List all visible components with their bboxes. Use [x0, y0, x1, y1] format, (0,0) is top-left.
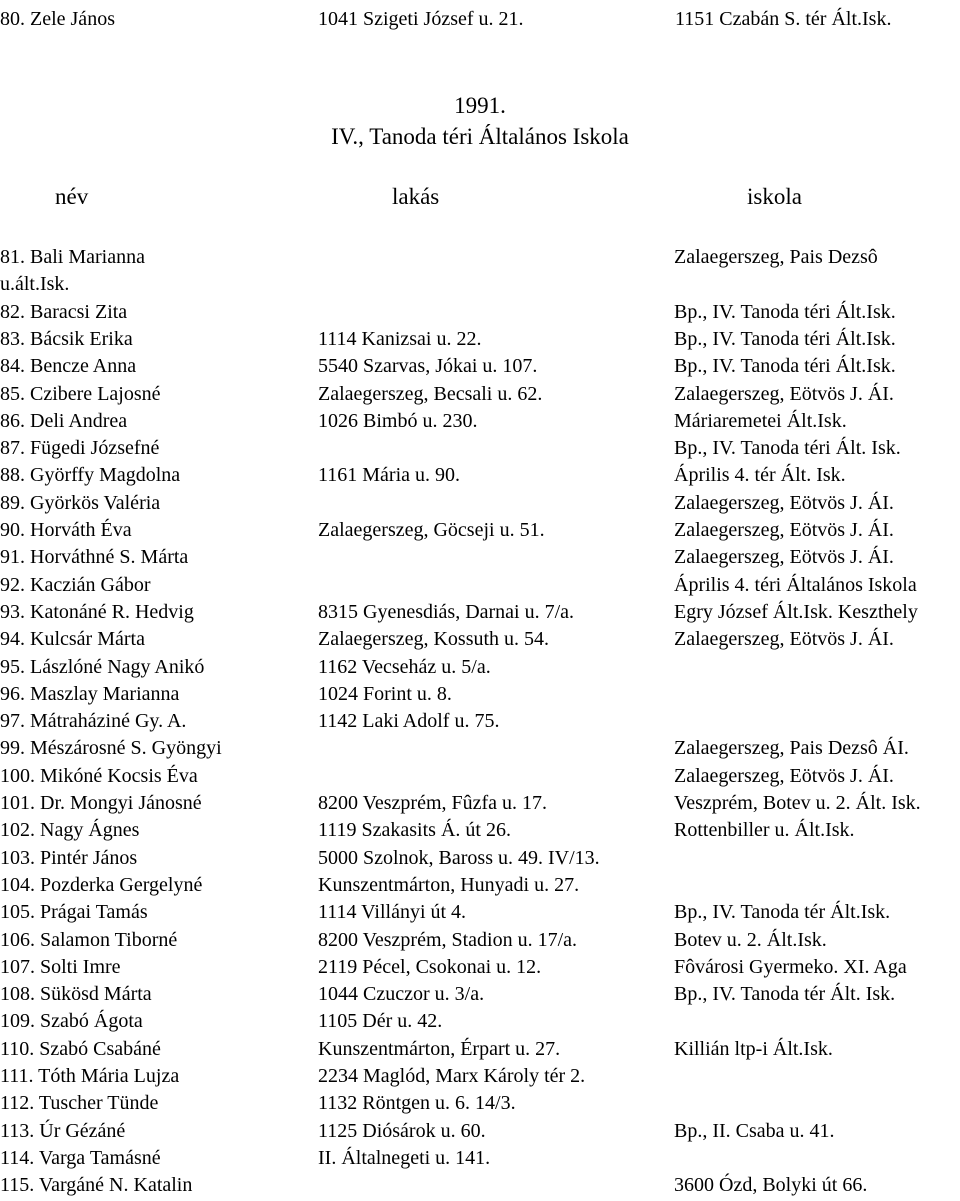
entry-name: 110. Szabó Csabáné: [0, 1038, 161, 1060]
entry-school: Zalaegerszeg, Pais Dezsô: [674, 246, 878, 268]
top-row: [0, 7, 960, 31]
entry-school: Bp., IV. Tanoda téri Ált.Isk.: [674, 301, 896, 323]
entry-school: Zalaegerszeg, Eötvös J. ÁI.: [674, 628, 894, 650]
list-item: [0, 463, 960, 487]
list-item: [0, 764, 960, 788]
entry-name: 91. Horváthné S. Márta: [0, 546, 189, 568]
list-item: [0, 1091, 960, 1115]
entry-name: u.ált.Isk.: [0, 273, 70, 295]
column-headers: [0, 183, 960, 213]
list-item: [0, 272, 960, 296]
entry-address: 1119 Szakasits Á. út 26.: [318, 819, 511, 841]
list-item: [0, 982, 960, 1006]
column-header-name: név: [55, 184, 89, 209]
entry-address: 2119 Pécel, Csokonai u. 12.: [318, 956, 542, 978]
list-item: [0, 1119, 960, 1143]
top-row-address: 1041 Szigeti József u. 21.: [318, 8, 524, 30]
list-item: [0, 928, 960, 952]
entry-school: Botev u. 2. Ált.Isk.: [674, 929, 827, 951]
list-item: [0, 682, 960, 706]
entry-school: Április 4. téri Általános Iskola: [674, 574, 917, 596]
entry-address: 5540 Szarvas, Jókai u. 107.: [318, 355, 538, 377]
list-item: [0, 736, 960, 760]
entry-address: Kunszentmárton, Érpart u. 27.: [318, 1038, 561, 1060]
entry-school: Bp., IV. Tanoda tér Ált.Isk.: [674, 901, 891, 923]
list-item: [0, 354, 960, 378]
entry-name: 113. Úr Gézáné: [0, 1120, 126, 1142]
entry-name: 94. Kulcsár Márta: [0, 628, 145, 650]
entry-name: 87. Fügedi Józsefné: [0, 437, 160, 459]
list-item: [0, 846, 960, 870]
entry-name: 114. Varga Tamásné: [0, 1147, 161, 1169]
entry-school: Bp., II. Csaba u. 41.: [674, 1120, 835, 1142]
list-item: [0, 600, 960, 624]
section-year: 1991.: [454, 93, 506, 118]
top-row-school: 1151 Czabán S. tér Ált.Isk.: [675, 8, 892, 30]
entry-school: Veszprém, Botev u. 2. Ált. Isk.: [674, 792, 921, 814]
entry-school: Zalaegerszeg, Eötvös J. ÁI.: [674, 492, 894, 514]
list-item: [0, 1146, 960, 1170]
section-title: IV., Tanoda téri Általános Iskola: [331, 124, 629, 149]
list-item: [0, 545, 960, 569]
list-item: [0, 1064, 960, 1088]
list-item: [0, 382, 960, 406]
entry-address: 1114 Kanizsai u. 22.: [318, 328, 482, 350]
list-item: [0, 300, 960, 324]
entry-name: 88. Györffy Magdolna: [0, 464, 181, 486]
entry-address: 1161 Mária u. 90.: [318, 464, 461, 486]
entry-name: 106. Salamon Tiborné: [0, 929, 178, 951]
entry-address: Zalaegerszeg, Kossuth u. 54.: [318, 628, 550, 650]
entry-address: 8315 Gyenesdiás, Darnai u. 7/a.: [318, 601, 575, 623]
column-header-school: iskola: [747, 184, 802, 209]
entry-name: 84. Bencze Anna: [0, 355, 137, 377]
entry-name: 89. Györkös Valéria: [0, 492, 161, 514]
entry-school: Máriaremetei Ált.Isk.: [674, 410, 847, 432]
entry-name: 81. Bali Marianna: [0, 246, 145, 268]
entry-name: 86. Deli Andrea: [0, 410, 128, 432]
list-item: [0, 327, 960, 351]
entry-name: 105. Prágai Tamás: [0, 901, 148, 923]
entry-address: 1125 Diósárok u. 60.: [318, 1120, 486, 1142]
column-header-address: lakás: [392, 184, 440, 209]
entry-name: 103. Pintér János: [0, 847, 138, 869]
list-item: [0, 1173, 960, 1197]
entry-address: 5000 Szolnok, Baross u. 49. IV/13.: [318, 847, 600, 869]
top-row-name: 80. Zele János: [0, 8, 115, 30]
entry-name: 102. Nagy Ágnes: [0, 819, 140, 841]
entry-address: 8200 Veszprém, Stadion u. 17/a.: [318, 929, 578, 951]
entry-school: Killián ltp-i Ált.Isk.: [674, 1038, 833, 1060]
list-item: [0, 627, 960, 651]
entry-name: 83. Bácsik Erika: [0, 328, 133, 350]
list-item: [0, 245, 960, 269]
entry-name: 100. Mikóné Kocsis Éva: [0, 765, 198, 787]
entry-school: Zalaegerszeg, Eötvös J. ÁI.: [674, 546, 894, 568]
entry-address: 1162 Vecseház u. 5/a.: [318, 656, 491, 678]
list-item: [0, 436, 960, 460]
entry-school: Zalaegerszeg, Pais Dezsô ÁI.: [674, 737, 909, 759]
entry-school: Rottenbiller u. Ált.Isk.: [674, 819, 855, 841]
entry-address: 1044 Czuczor u. 3/a.: [318, 983, 485, 1005]
entry-name: 104. Pozderka Gergelyné: [0, 874, 203, 896]
list-item: [0, 491, 960, 515]
entry-address: 1142 Laki Adolf u. 75.: [318, 710, 500, 732]
entry-school: 3600 Ózd, Bolyki út 66.: [674, 1174, 868, 1196]
list-item: [0, 1037, 960, 1061]
entry-address: 8200 Veszprém, Fûzfa u. 17.: [318, 792, 548, 814]
entry-name: 107. Solti Imre: [0, 956, 121, 978]
list-item: [0, 818, 960, 842]
list-item: [0, 573, 960, 597]
entry-name: 99. Mészárosné S. Gyöngyi: [0, 737, 222, 759]
entry-address: Zalaegerszeg, Göcseji u. 51.: [318, 519, 545, 541]
list-item: [0, 709, 960, 733]
entry-school: Bp., IV. Tanoda téri Ált.Isk.: [674, 355, 896, 377]
list-item: [0, 955, 960, 979]
entry-name: 95. Lászlóné Nagy Anikó: [0, 656, 205, 678]
entry-school: Zalaegerszeg, Eötvös J. ÁI.: [674, 519, 894, 541]
entry-address: 1024 Forint u. 8.: [318, 683, 452, 705]
entry-address: Zalaegerszeg, Becsali u. 62.: [318, 383, 543, 405]
entry-address: 1105 Dér u. 42.: [318, 1010, 443, 1032]
list-item: [0, 409, 960, 433]
entry-name: 93. Katonáné R. Hedvig: [0, 601, 194, 623]
list-item: [0, 873, 960, 897]
entry-school: Bp., IV. Tanoda tér Ált. Isk.: [674, 983, 896, 1005]
entry-name: 109. Szabó Ágota: [0, 1010, 143, 1032]
entry-address: 1114 Villányi út 4.: [318, 901, 467, 923]
entry-address: Kunszentmárton, Hunyadi u. 27.: [318, 874, 580, 896]
entry-address: 1026 Bimbó u. 230.: [318, 410, 478, 432]
entry-school: Fôvárosi Gyermeko. XI. Aga: [674, 956, 907, 978]
entry-name: 108. Sükösd Márta: [0, 983, 152, 1005]
entry-address: 1132 Röntgen u. 6. 14/3.: [318, 1092, 516, 1114]
entry-school: Zalaegerszeg, Eötvös J. ÁI.: [674, 765, 894, 787]
entry-name: 82. Baracsi Zita: [0, 301, 128, 323]
list-item: [0, 518, 960, 542]
entry-name: 90. Horváth Éva: [0, 519, 132, 541]
entry-school: Április 4. tér Ált. Isk.: [674, 464, 846, 486]
entry-name: 92. Kaczián Gábor: [0, 574, 151, 596]
entry-name: 115. Vargáné N. Katalin: [0, 1174, 193, 1196]
entry-address: II. Általnegeti u. 141.: [318, 1147, 491, 1169]
entry-name: 111. Tóth Mária Lujza: [0, 1065, 180, 1087]
entry-name: 112. Tuscher Tünde: [0, 1092, 159, 1114]
entry-name: 97. Mátraháziné Gy. A.: [0, 710, 187, 732]
entry-school: Bp., IV. Tanoda téri Ált. Isk.: [674, 437, 901, 459]
entry-name: 96. Maszlay Marianna: [0, 683, 180, 705]
entry-school: Bp., IV. Tanoda téri Ált.Isk.: [674, 328, 896, 350]
entry-name: 101. Dr. Mongyi Jánosné: [0, 792, 202, 814]
list-item: [0, 900, 960, 924]
entry-school: Zalaegerszeg, Eötvös J. ÁI.: [674, 383, 894, 405]
list-item: [0, 791, 960, 815]
entry-school: Egry József Ált.Isk. Keszthely: [674, 601, 918, 623]
list-item: [0, 1009, 960, 1033]
entry-address: 2234 Maglód, Marx Károly tér 2.: [318, 1065, 586, 1087]
list-item: [0, 655, 960, 679]
entry-name: 85. Czibere Lajosné: [0, 383, 161, 405]
